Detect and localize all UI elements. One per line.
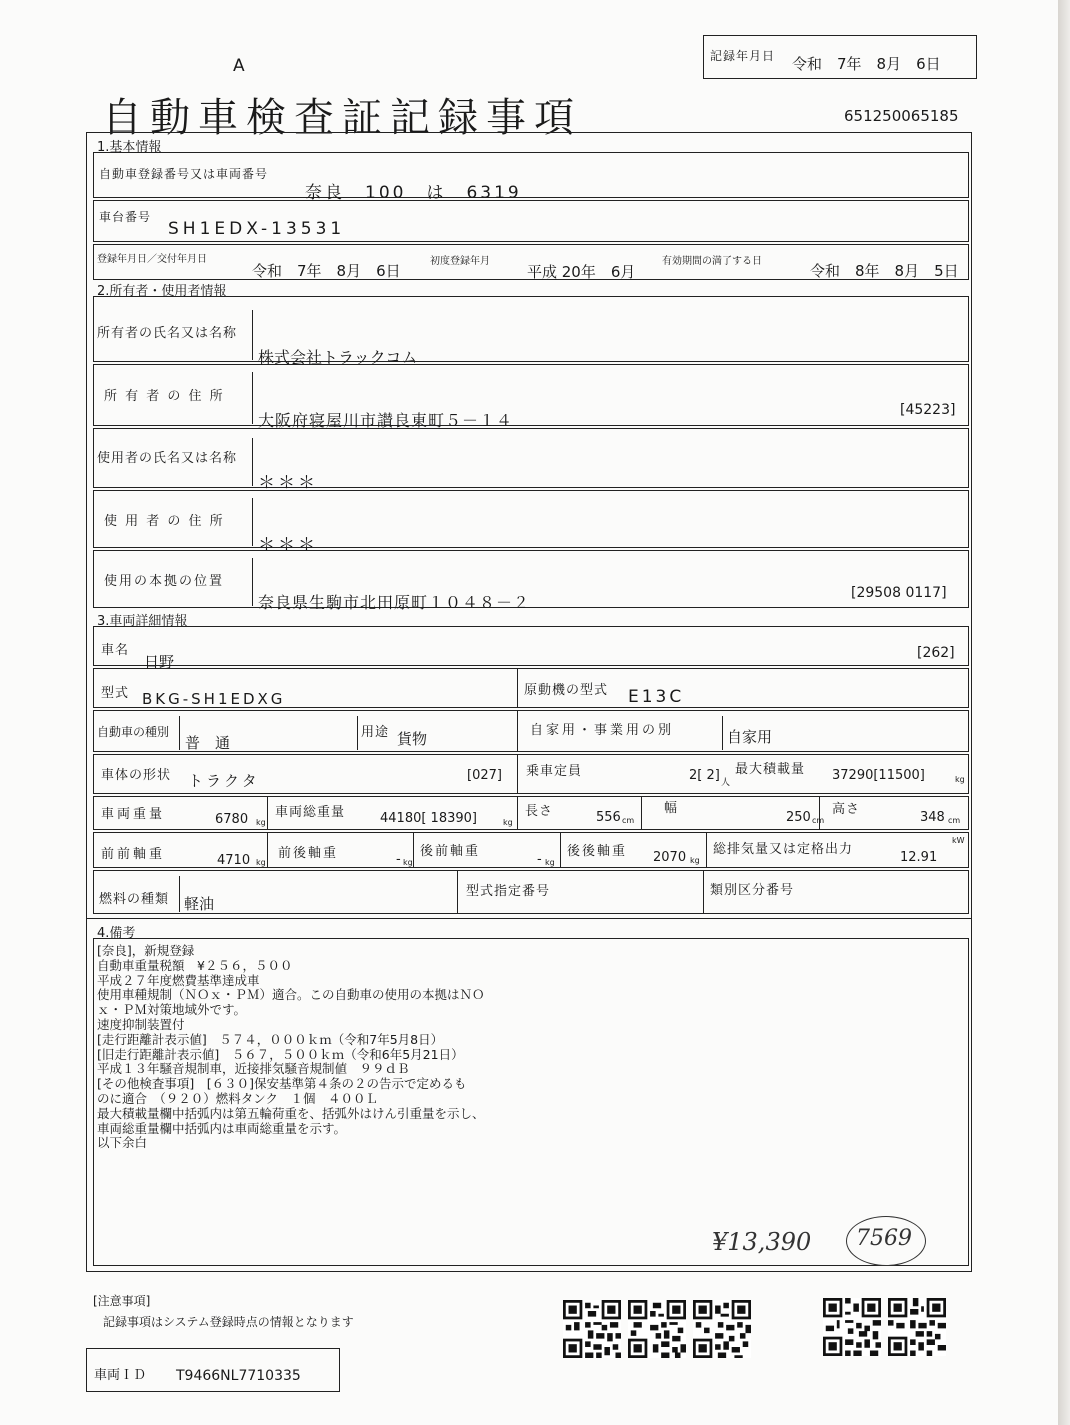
weight-unit: kg bbox=[256, 818, 266, 827]
rr-axle-label: 後後軸重 bbox=[567, 844, 628, 859]
vehicle-name-value: 日野 bbox=[144, 653, 175, 671]
notes-lines bbox=[97, 944, 485, 1151]
note-line: 使用車種規制（ＮＯｘ・ＰＭ）適合。この自動車の使用の本拠はＮＯ bbox=[97, 987, 485, 1003]
height-divider bbox=[819, 796, 820, 830]
base-code: [29508 0117] bbox=[851, 585, 947, 601]
max-load-label: 最大積載量 bbox=[735, 762, 806, 777]
notice-text: 記録事項はシステム登録時点の情報となります bbox=[103, 1315, 354, 1329]
capacity-unit: 人 bbox=[721, 778, 731, 788]
user-addr-value: ＊＊＊ bbox=[258, 535, 318, 555]
disp-divider bbox=[706, 832, 707, 868]
section-notes-title: 4.備考 bbox=[97, 926, 136, 941]
note-line: 車両総重量欄中括弧内は車両総重量を示す。 bbox=[97, 1120, 347, 1136]
max-load-value: 37290[11500] bbox=[832, 768, 925, 783]
expiry-value: 令和 8年 8月 5日 bbox=[810, 262, 959, 280]
model-value: BKG-SH1EDXG bbox=[142, 690, 286, 708]
vehicle-name-code: [262] bbox=[917, 645, 955, 661]
qr-code-icon bbox=[563, 1300, 621, 1358]
capacity-label: 乗車定員 bbox=[526, 764, 583, 779]
note-line: 平成１３年騒音規制車，近接排気騒音規制値 ９９ｄＢ bbox=[97, 1061, 410, 1077]
length-divider bbox=[517, 796, 518, 830]
use-value: 貨物 bbox=[397, 730, 428, 748]
notes-top-line bbox=[86, 918, 972, 919]
first-reg-label: 初度登録年月 bbox=[430, 256, 490, 267]
height-label: 高さ bbox=[832, 802, 861, 817]
rr-axle-divider bbox=[560, 832, 561, 868]
body-label: 車体の形状 bbox=[101, 768, 172, 783]
width-divider bbox=[641, 796, 642, 830]
use-label: 用途 bbox=[361, 725, 390, 740]
length-value: 556 bbox=[596, 810, 621, 825]
reg-number-value: 奈良 100 は 6319 bbox=[305, 183, 522, 203]
fr-axle-label: 前後軸重 bbox=[278, 846, 339, 861]
type-no-label: 型式指定番号 bbox=[466, 884, 551, 899]
class-no-label: 類別区分番号 bbox=[710, 883, 795, 898]
reg-number-label: 自動車登録番号又は車両番号 bbox=[99, 167, 269, 181]
user-addr-divider bbox=[252, 498, 253, 546]
note-line: [走行距離計表示値] ５７４，０００ｋｍ（令和7年5月8日） bbox=[97, 1031, 444, 1047]
body-code: [027] bbox=[467, 768, 502, 783]
length-label: 長さ bbox=[525, 804, 554, 819]
record-date-value: 令和 7年 8月 6日 bbox=[792, 55, 941, 73]
section-owner-title: 2.所有者・使用者情報 bbox=[97, 284, 227, 299]
rr-axle-unit: kg bbox=[690, 856, 700, 865]
owner-addr-value: 大阪府寝屋川市讃良東町５－１４ bbox=[258, 411, 514, 430]
kind-label: 自動車の種別 bbox=[97, 725, 170, 739]
type-no-divider bbox=[457, 870, 458, 914]
max-load-unit: kg bbox=[955, 775, 965, 784]
private-divider bbox=[517, 710, 518, 752]
user-name-divider bbox=[252, 438, 253, 486]
fuel-label: 燃料の種類 bbox=[99, 892, 170, 907]
note-line: 速度抑制装置付 bbox=[97, 1016, 185, 1032]
rf-axle-label: 後前軸重 bbox=[420, 844, 481, 859]
model-label: 型式 bbox=[101, 686, 130, 701]
width-label: 幅 bbox=[664, 801, 679, 816]
note-line: 自動車重量税額 ¥２５６，５００ bbox=[97, 957, 293, 973]
note-line: [旧走行距離計表示値] ５６７，５００ｋｍ（令和6年5月21日） bbox=[97, 1046, 464, 1062]
vehicle-name-label: 車名 bbox=[101, 643, 130, 658]
note-line: ｘ・ＰＭ対策地域外です。 bbox=[97, 1002, 247, 1018]
page-edge-shadow bbox=[1058, 0, 1070, 1425]
weight-value: 6780 bbox=[215, 812, 249, 827]
fuel-value: 軽油 bbox=[184, 895, 215, 913]
note-line: 以下余白 bbox=[97, 1135, 148, 1151]
note-line: [その他検査事項] [６３０]保安基準第４条の２の告示で定めるも bbox=[97, 1076, 467, 1092]
fr-axle-value: - bbox=[396, 852, 401, 867]
document-number: 651250065185 bbox=[844, 107, 959, 125]
chassis-value: SH1EDX-13531 bbox=[168, 219, 346, 239]
note-line: のに適合 （９２０）燃料タンク １個 ４００Ｌ bbox=[97, 1090, 379, 1106]
base-divider bbox=[252, 558, 253, 606]
rr-axle-value: 2070 bbox=[653, 850, 687, 865]
ff-axle-label: 前前軸重 bbox=[101, 847, 166, 862]
fuel-divider bbox=[179, 876, 180, 912]
ff-axle-value: 4710 bbox=[217, 853, 251, 868]
qr-code-icon bbox=[628, 1300, 686, 1358]
handwritten-price: ¥13,390 bbox=[712, 1228, 812, 1256]
height-unit: cm bbox=[948, 816, 961, 825]
user-addr-label: 使 用 者 の 住 所 bbox=[104, 514, 225, 529]
length-unit: cm bbox=[622, 816, 635, 825]
weight-label: 車両重量 bbox=[101, 807, 166, 822]
gross-unit: kg bbox=[503, 818, 513, 827]
private-value: 自家用 bbox=[727, 728, 773, 746]
base-row bbox=[93, 550, 969, 608]
fr-axle-unit: kg bbox=[403, 858, 413, 867]
engine-value: E13C bbox=[628, 687, 685, 707]
private-value-divider bbox=[722, 716, 723, 750]
gross-value: 44180[ 18390] bbox=[380, 811, 477, 826]
vehicle-id-value: T9466NL7710335 bbox=[176, 1368, 301, 1384]
gross-label: 車両総重量 bbox=[275, 805, 346, 820]
reg-date-value: 令和 7年 8月 6日 bbox=[252, 262, 401, 280]
fr-axle-divider bbox=[267, 832, 268, 868]
width-value: 250 bbox=[786, 810, 811, 825]
gross-divider bbox=[267, 796, 268, 830]
record-date-label: 記録年月日 bbox=[710, 49, 776, 63]
width-unit: cm bbox=[812, 816, 825, 825]
reg-date-label: 登録年月日／交付年月日 bbox=[97, 254, 207, 265]
handwritten-circle-number: 7569 bbox=[856, 1226, 912, 1251]
owner-code: [45223] bbox=[900, 402, 956, 418]
body-divider bbox=[517, 754, 518, 794]
displacement-unit: kW bbox=[952, 836, 965, 845]
form-letter: A bbox=[233, 56, 245, 76]
user-name-value: ＊＊＊ bbox=[258, 473, 318, 493]
base-value: 奈良県生駒市北田原町１０４８－２ bbox=[258, 593, 531, 612]
engine-label: 原動機の型式 bbox=[524, 683, 609, 698]
displacement-label: 総排気量又は定格出力 bbox=[713, 842, 854, 857]
rf-axle-value: - bbox=[537, 852, 542, 867]
kind-divider bbox=[179, 716, 180, 750]
notice-label: [注意事項] bbox=[93, 1294, 151, 1308]
rf-axle-divider bbox=[413, 832, 414, 868]
note-line: [奈良]，新規登録 bbox=[97, 943, 195, 958]
qr-code-icon bbox=[693, 1300, 751, 1358]
capacity-value: 2[ 2] bbox=[689, 768, 720, 783]
owner-addr-label: 所 有 者 の 住 所 bbox=[104, 389, 225, 404]
class-no-divider bbox=[703, 870, 704, 914]
model-divider bbox=[517, 668, 518, 708]
expiry-label: 有効期間の満了する日 bbox=[662, 256, 762, 267]
qr-code-icon bbox=[823, 1298, 881, 1356]
page-title: 自動車検査証記録事項 bbox=[102, 95, 582, 141]
ff-axle-unit: kg bbox=[256, 858, 266, 867]
owner-name-label: 所有者の氏名又は名称 bbox=[97, 326, 238, 341]
displacement-value: 12.91 bbox=[900, 850, 938, 865]
height-value: 348 bbox=[920, 810, 945, 825]
note-line: 最大積載量欄中括弧内は第五輪荷重を、括弧外はけん引重量を示し、 bbox=[97, 1105, 485, 1121]
vehicle-name-row bbox=[93, 626, 969, 666]
section-vehicle-title: 3.車両詳細情報 bbox=[97, 614, 188, 629]
private-label: 自家用・事業用の別 bbox=[530, 723, 675, 738]
vehicle-id-label: 車両ＩＤ bbox=[94, 1368, 147, 1383]
kind-value: 普 通 bbox=[185, 734, 231, 752]
chassis-label: 車台番号 bbox=[99, 210, 152, 224]
use-divider bbox=[357, 716, 358, 750]
note-line: 平成２７年度燃費基準達成車 bbox=[97, 972, 260, 988]
body-value: トラクタ bbox=[188, 772, 260, 790]
owner-name-divider bbox=[252, 310, 253, 360]
qr-code-icon bbox=[888, 1298, 946, 1356]
user-name-label: 使用者の氏名又は名称 bbox=[97, 451, 238, 466]
owner-addr-divider bbox=[252, 372, 253, 424]
rf-axle-unit: kg bbox=[545, 858, 555, 867]
section-basic-title: 1.基本情報 bbox=[97, 140, 162, 155]
owner-name-value: 株式会社トラックコム bbox=[258, 348, 418, 367]
first-reg-value: 平成 20年 6月 bbox=[527, 263, 636, 281]
base-label: 使用の本拠の位置 bbox=[104, 574, 225, 589]
